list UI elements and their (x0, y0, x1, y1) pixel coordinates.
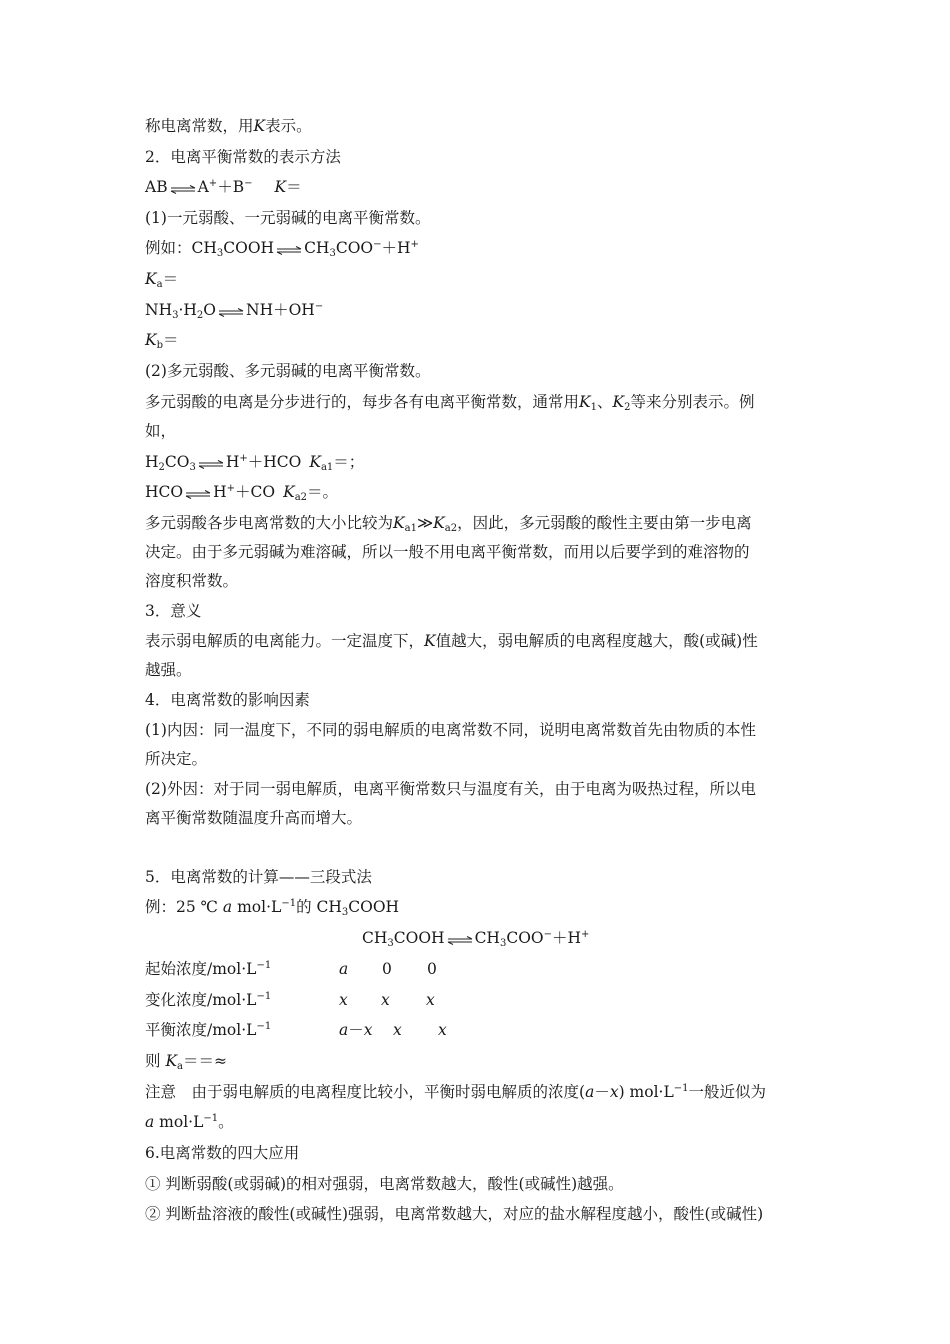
paragraph: 离平衡常数随温度升高而增大。 (145, 809, 363, 827)
paragraph: 越强。 (145, 661, 192, 679)
section-heading-4: 4．电离常数的影响因素 (145, 691, 310, 709)
paragraph: (1)一元弱酸、一元弱碱的电离平衡常数。 (145, 209, 431, 227)
list-item: ② 判断盐溶液的酸性(或碱性)强弱，电离常数越大，对应的盐水解程度越小，酸性(或碱性) (145, 1205, 764, 1223)
paragraph: 如， (145, 422, 177, 440)
paragraph: (2)外因：对于同一弱电解质，电离平衡常数只与温度有关，由于电离为吸热过程，所以电 (145, 780, 756, 798)
paragraph: 多元弱酸的电离是分步进行的，每步各有电离平衡常数，通常用$K_1$、$K_2$等来分别表示。例 (145, 393, 755, 413)
equation-hco3: HCO H+＋CO $K_{a2}=$。 (145, 483, 339, 503)
section-heading-6: 6.电离常数的四大应用 (145, 1144, 300, 1162)
equilibrium-arrow-icon (274, 239, 304, 259)
paragraph: 表示弱电解质的电离能力。一定温度下，K值越大，弱电解质的电离程度越大，酸(或碱)性 (145, 632, 758, 650)
equation-ab: AB A+＋B− K＝ (145, 178, 302, 196)
section-heading-3: 3．意义 (145, 602, 202, 620)
equilibrium-arrow-icon (183, 483, 213, 503)
equation-ch3cooh: 例如：$CH_3COOH$ $CH_3COO^-+H^+$ (145, 239, 419, 259)
ka-result: 则 $K_a==\approx$ (145, 1052, 227, 1072)
list-item: ① 判断弱酸(或弱碱)的相对强弱，电离常数越大，酸性(或碱性)越强。 (145, 1175, 624, 1193)
example-line: 例：25 ℃ a $mol\cdot L^{-1}$的 $CH_3COOH$ (145, 898, 400, 918)
ka-expression: $K_a=$ (145, 270, 179, 290)
kb-expression: $K_b=$ (145, 331, 179, 351)
equilibrium-arrow-icon (445, 929, 475, 949)
note: a $mol\cdot L^{-1}$。 (145, 1113, 234, 1131)
equation-h2co3: $H_2CO_3$ H+＋HCO $K_{a1}=$； (145, 453, 365, 473)
equilibrium-arrow-icon (216, 301, 246, 321)
paragraph: 决定。由于多元弱碱为难溶碱，所以一般不用电离平衡常数，而用以后要学到的难溶物的 (145, 543, 750, 561)
paragraph: (2)多元弱酸、多元弱碱的电离平衡常数。 (145, 362, 431, 380)
paragraph: 多元弱酸各步电离常数的大小比较为$K_{a1}≫K_{a2}$，因此，多元弱酸的酸性主要由第一步电离 (145, 514, 752, 534)
paragraph: 溶度积常数。 (145, 572, 239, 590)
table-row: 平衡浓度$/mol\cdot L^{-1}$ a－x x x (145, 1021, 447, 1039)
table-row: 起始浓度$/mol\cdot L^{-1}$ a 0 0 (145, 960, 437, 978)
section-heading-2: 2．电离平衡常数的表示方法 (145, 148, 341, 166)
equilibrium-arrow-icon (168, 178, 198, 198)
paragraph: 所决定。 (145, 750, 208, 768)
note: 注意 由于弱电解质的电离程度比较小，平衡时弱电解质的浓度(a－x) $mol\cdot L^{-1}$一般近似为 (145, 1083, 767, 1101)
paragraph: (1)内因：同一温度下，不同的弱电解质的电离常数不同，说明电离常数首先由物质的本性 (145, 721, 756, 739)
equation-nh3: $NH_3\cdot H_2O$ NH＋OH− (145, 301, 324, 321)
equilibrium-arrow-icon (196, 453, 226, 473)
equation-reaction: $CH_3COOH$ $CH_3COO^-+H^+$ (362, 929, 590, 949)
text-line: 称电离常数，用K表示。 (145, 117, 312, 135)
section-heading-5: 5．电离常数的计算——三段式法 (145, 868, 372, 886)
table-row: 变化浓度$/mol\cdot L^{-1}$ x x x (145, 991, 435, 1009)
